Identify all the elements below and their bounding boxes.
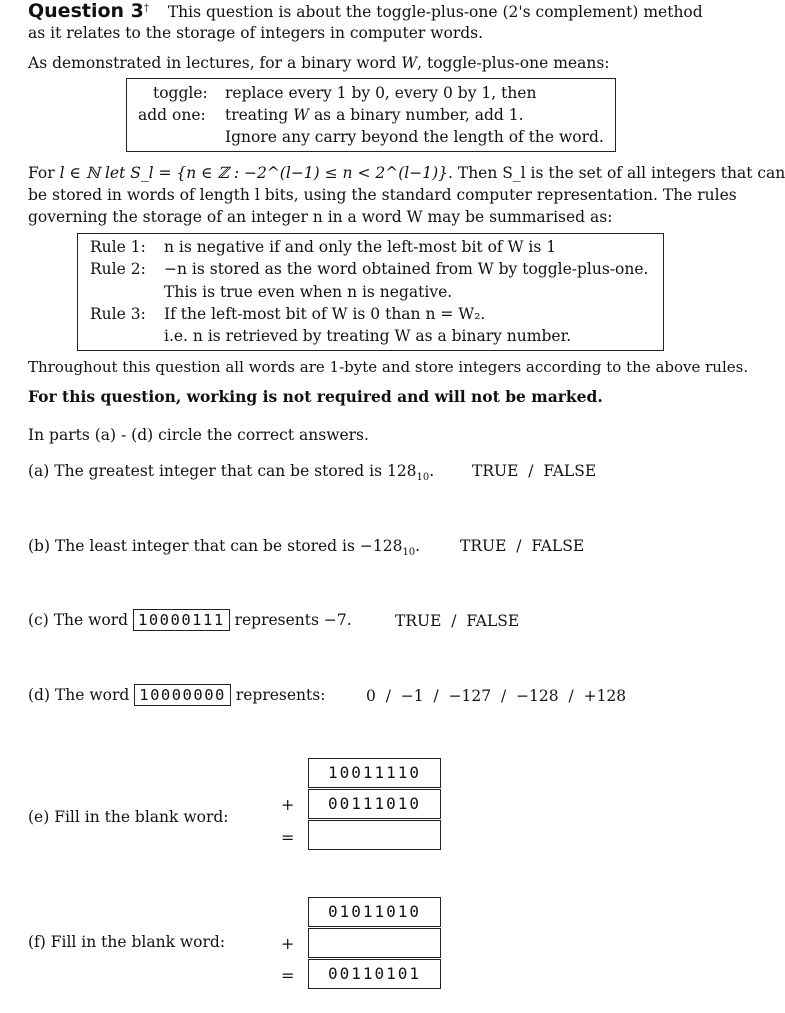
addone-prefix: treating	[225, 106, 294, 124]
rule3-text: If the left-most bit of W is 0 than n = W₂.	[164, 305, 486, 323]
set-def-line-1	[28, 164, 785, 182]
rule2-note: This is true even when n is negative.	[164, 283, 453, 301]
addone-suffix: as a binary number, add 1.	[309, 106, 524, 124]
part-d	[28, 686, 325, 704]
working-note: For this question, working is not required and will not be marked.	[28, 387, 603, 406]
part-d-prefix: (d) The word	[28, 686, 130, 704]
intro-line-2: as it relates to the storage of integers in computer words.	[28, 24, 484, 42]
part-e-plus-sign: +	[281, 795, 295, 814]
rule1-label: Rule 1:	[90, 238, 146, 256]
lead-prefix: As demonstrated in lectures, for a binary word	[28, 54, 402, 72]
part-f-answer-blank[interactable]	[308, 928, 441, 958]
rule3-note: i.e. n is retrieved by treating W as a binary number.	[164, 327, 572, 345]
part-f-top-word: 01011010	[308, 897, 441, 927]
toggle-label: toggle:	[153, 84, 208, 102]
part-e-label: (e) Fill in the blank word:	[28, 808, 229, 826]
rule3-label: Rule 3:	[90, 305, 146, 323]
definition-lead	[28, 54, 610, 72]
ignore-text: Ignore any carry beyond the length of the word.	[225, 128, 604, 146]
part-d-suffix: represents:	[235, 686, 326, 704]
addone-text	[225, 106, 524, 124]
part-e-top-word: 10011110	[308, 758, 441, 788]
part-c-options[interactable]: TRUE / FALSE	[395, 612, 520, 630]
addone-label: add one:	[138, 106, 206, 124]
part-c-word: 10000111	[133, 609, 230, 631]
part-b-text: (b) The least integer that can be stored is −128	[28, 537, 403, 555]
part-f-plus-sign: +	[281, 934, 295, 953]
part-b-options[interactable]: TRUE / FALSE	[460, 537, 585, 555]
rule2-label: Rule 2:	[90, 260, 146, 278]
set-def-suffix: . Then S_l is the set of all integers that can	[448, 164, 785, 182]
part-e-equals-sign: =	[281, 828, 295, 847]
part-a-options[interactable]: TRUE / FALSE	[472, 462, 597, 480]
part-c	[28, 611, 352, 629]
toggle-text: replace every 1 by 0, every 0 by 1, then	[225, 84, 537, 102]
part-a: (a) The greatest integer that can be stored is $128_{10}$.	[28, 462, 435, 484]
part-a-sub: 10	[416, 472, 430, 484]
question-title-line	[28, 0, 703, 22]
lead-var: W	[401, 54, 418, 72]
set-def-prefix: For	[28, 164, 60, 182]
set-def-line-3: governing the storage of an integer n in a word W may be summarised as:	[28, 208, 613, 226]
rule1-text: n is negative if and only the left-most bit of W is 1	[164, 238, 557, 256]
part-d-options[interactable]: 0 / −1 / −127 / −128 / +128	[366, 687, 627, 705]
part-e-answer-blank[interactable]	[308, 820, 441, 850]
part-c-prefix: (c) The word	[28, 611, 129, 629]
part-e-mid-word: 00111010	[308, 789, 441, 819]
set-def-math: l ∈ ℕ let S_l = {n ∈ ℤ : −2^(l−1) ≤ n < 2^(l−1)}	[59, 164, 448, 182]
part-c-suffix: represents −7.	[234, 611, 352, 629]
title-footnote-mark: †	[143, 2, 149, 14]
addone-var: W	[293, 106, 310, 124]
question-title: Question 3	[28, 0, 144, 22]
throughout-text: Throughout this question all words are 1-byte and store integers according to the above rules.	[28, 358, 749, 376]
part-b-sub: 10	[402, 547, 416, 559]
lead-suffix: , toggle-plus-one means:	[417, 54, 610, 72]
part-f-equals-sign: =	[281, 966, 295, 985]
part-d-word: 10000000	[134, 684, 231, 706]
part-f-bottom-word: 00110101	[308, 959, 441, 989]
intro-line-1: This question is about the toggle-plus-one (2's complement) method	[167, 3, 703, 21]
rule2-text: −n is stored as the word obtained from W by toggle-plus-one.	[164, 260, 649, 278]
part-f-label: (f) Fill in the blank word:	[28, 933, 226, 951]
set-def-line-2: be stored in words of length l bits, using the standard computer representation. The rules	[28, 186, 737, 204]
instruction-text: In parts (a) - (d) circle the correct answers.	[28, 426, 369, 444]
part-a-text: (a) The greatest integer that can be stored is 128	[28, 462, 417, 480]
part-b: (b) The least integer that can be stored is $-128_{10}$.	[28, 537, 421, 559]
